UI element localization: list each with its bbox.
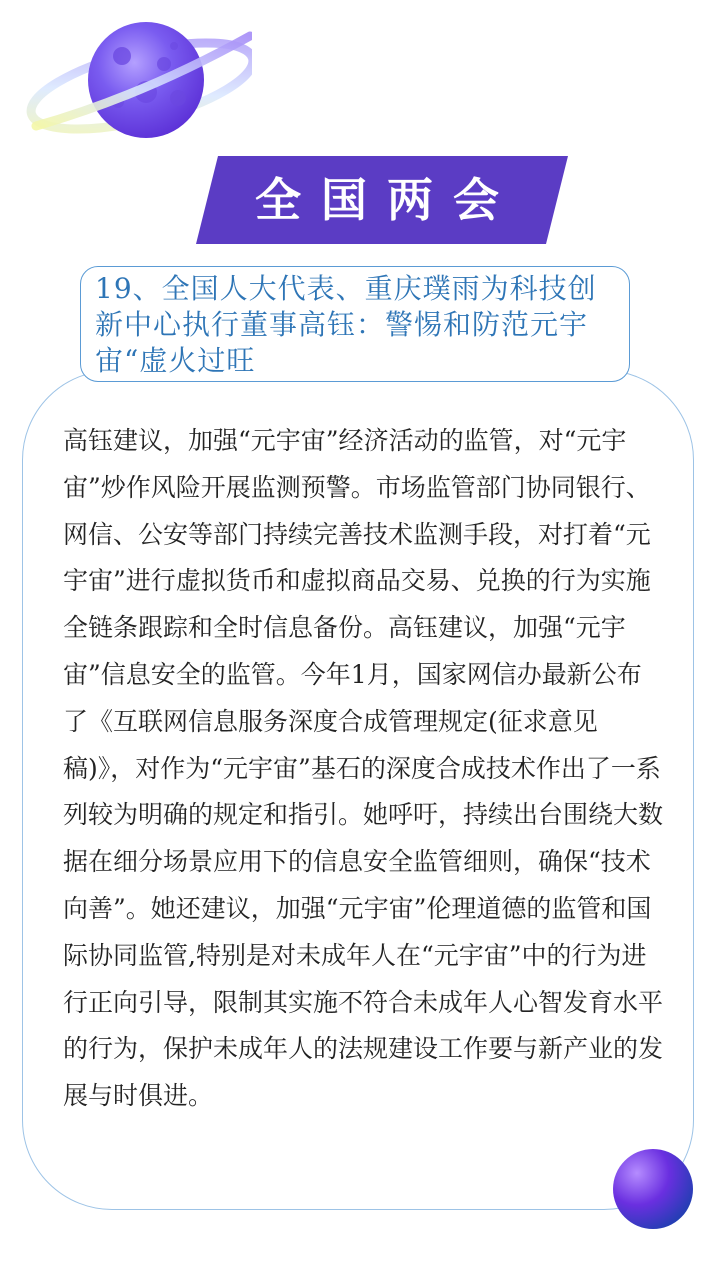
body-paragraph: 高钰建议，加强“元宇宙”经济活动的监管，对“元宇宙”炒作风险开展监测预警。市场监管部门协同银行、网信、公安等部门持续完善技术监测手段，对打着“元宇宙”进行虚拟货币和虚拟商品交易、兑换的行为实施全链条跟踪和全时信息备份。高钰建议，加强“元宇宙”信息安全的监管。今年1月，国家网信办最新公布了《互联网信息服务深度合成管理规定(征求意见稿)》，对作为“元宇宙”基石的深度合成技术作出了一系列较为明确的规定和指引。她呼吁，持续出台围绕大数据在细分场景应用下的信息安全监管细则，确保“技术向善”。她还建议，加强“元宇宙”伦理道德的监管和国际协同监管,特别是对未成年人在“元宇宙”中的行为进行正向引导，限制其实施不符合未成年人心智发育水平的行为，保护未成年人的法规建设工作要与新产业的发展与时俱进。 (63, 426, 664, 1111)
headline-box (80, 266, 630, 382)
headline-text: 19、全国人大代表、重庆璞雨为科技创新中心执行董事高钰：警惕和防范元宇宙“虚火过旺 (95, 272, 597, 377)
ringed-planet-icon (22, 18, 252, 148)
banner-title: 全国两会 (255, 173, 519, 227)
sphere-icon (612, 1148, 694, 1230)
section-banner (196, 156, 568, 244)
